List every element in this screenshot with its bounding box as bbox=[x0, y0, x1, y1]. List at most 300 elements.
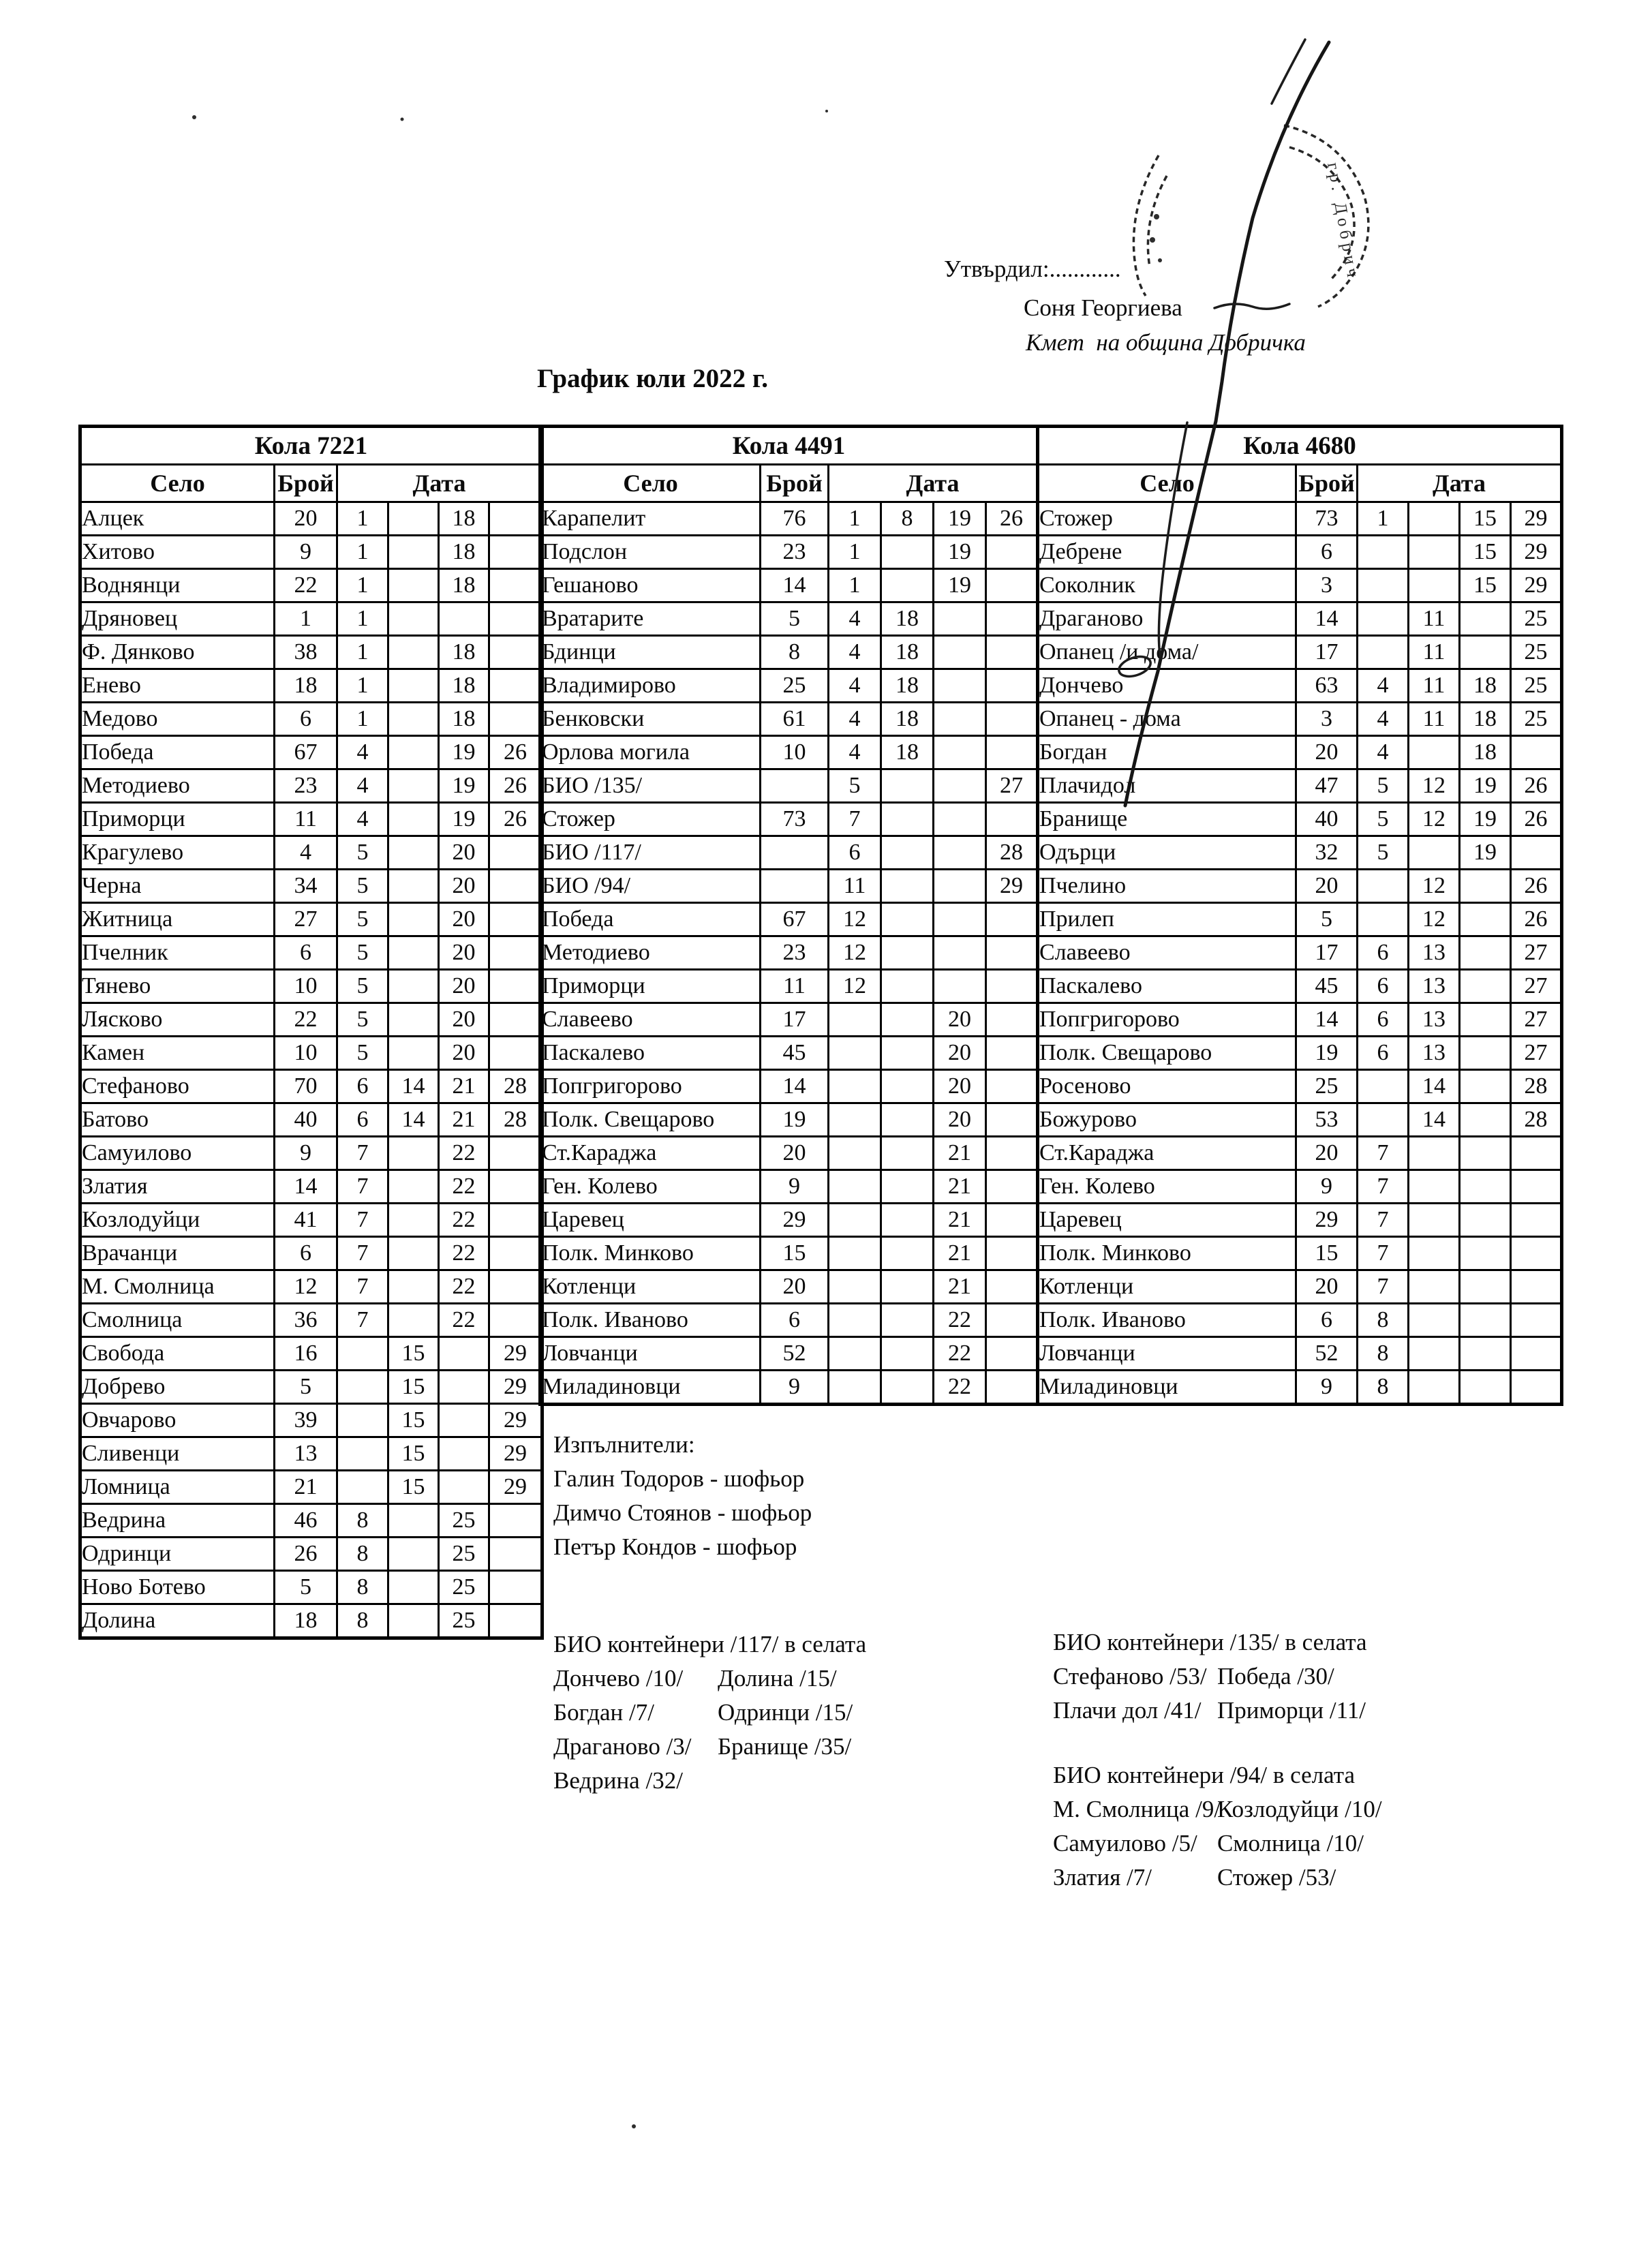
date-cell: 1 bbox=[1358, 502, 1409, 536]
village-cell: Бранище bbox=[1038, 803, 1296, 836]
date-cell bbox=[489, 870, 542, 903]
count-cell: 39 bbox=[275, 1404, 337, 1437]
schedule-table-kola-4680 bbox=[1036, 425, 1560, 1406]
count-cell: 32 bbox=[1296, 836, 1358, 870]
village-cell: Смолница bbox=[80, 1304, 275, 1337]
date-cell: 20 bbox=[934, 1037, 986, 1070]
count-cell: 27 bbox=[275, 903, 337, 936]
date-cell: 11 bbox=[1409, 669, 1460, 703]
table-row bbox=[80, 1371, 542, 1404]
count-cell: 20 bbox=[761, 1270, 829, 1304]
date-cell: 25 bbox=[439, 1538, 489, 1571]
count-cell: 4 bbox=[275, 836, 337, 870]
date-cell: 25 bbox=[1511, 703, 1562, 736]
count-cell: 9 bbox=[275, 536, 337, 569]
date-cell: 6 bbox=[337, 1070, 388, 1103]
bio-section-94 bbox=[1053, 1758, 1382, 1895]
table-row bbox=[540, 769, 1038, 803]
date-cell: 18 bbox=[439, 703, 489, 736]
date-cell bbox=[986, 1070, 1038, 1103]
date-cell bbox=[1409, 1204, 1460, 1237]
page-title: График юли 2022 г. bbox=[537, 364, 768, 393]
table-row bbox=[540, 1003, 1038, 1037]
count-cell: 10 bbox=[275, 970, 337, 1003]
date-cell: 25 bbox=[1511, 636, 1562, 669]
date-cell bbox=[388, 1538, 439, 1571]
date-cell: 7 bbox=[337, 1304, 388, 1337]
date-cell: 20 bbox=[439, 903, 489, 936]
table-car-title: Кола 7221 bbox=[80, 427, 542, 465]
date-cell: 28 bbox=[1511, 1070, 1562, 1103]
table-row bbox=[1038, 1070, 1562, 1103]
village-cell: Дончево bbox=[1038, 669, 1296, 703]
date-cell: 26 bbox=[489, 769, 542, 803]
date-cell: 19 bbox=[934, 569, 986, 602]
count-cell: 19 bbox=[761, 1103, 829, 1137]
table-row bbox=[80, 836, 542, 870]
village-cell: Попгригорово bbox=[540, 1070, 761, 1103]
village-cell: Ведрина bbox=[80, 1504, 275, 1538]
date-cell: 21 bbox=[439, 1070, 489, 1103]
village-cell: Богдан bbox=[1038, 736, 1296, 769]
date-cell: 22 bbox=[439, 1137, 489, 1170]
bio-item: Златия /7/ bbox=[1053, 1864, 1152, 1891]
date-cell: 12 bbox=[1409, 870, 1460, 903]
date-cell: 29 bbox=[1511, 502, 1562, 536]
count-cell: 67 bbox=[761, 903, 829, 936]
date-cell: 18 bbox=[881, 669, 934, 703]
date-cell: 18 bbox=[439, 669, 489, 703]
table-row bbox=[1038, 569, 1562, 602]
village-cell: Победа bbox=[540, 903, 761, 936]
village-cell: Котленци bbox=[1038, 1270, 1296, 1304]
village-cell: Полк. Минково bbox=[540, 1237, 761, 1270]
village-cell: Победа bbox=[80, 736, 275, 769]
date-cell: 27 bbox=[1511, 970, 1562, 1003]
bio-item: Смолница /10/ bbox=[1217, 1830, 1364, 1856]
bio-columns bbox=[553, 1662, 866, 1798]
date-cell: 11 bbox=[1409, 703, 1460, 736]
bio-section-117 bbox=[553, 1627, 866, 1798]
date-cell bbox=[388, 836, 439, 870]
date-cell bbox=[489, 936, 542, 970]
date-cell: 4 bbox=[1358, 703, 1409, 736]
village-cell: М. Смолница bbox=[80, 1270, 275, 1304]
bio-item: Драганово /3/ bbox=[553, 1733, 692, 1760]
count-cell: 23 bbox=[761, 936, 829, 970]
table-row bbox=[1038, 936, 1562, 970]
date-cell bbox=[489, 1037, 542, 1070]
village-cell: Ловчанци bbox=[540, 1337, 761, 1371]
count-cell: 9 bbox=[1296, 1371, 1358, 1405]
approver-title: Кмет на община Добричка bbox=[1026, 329, 1306, 356]
date-cell: 20 bbox=[934, 1070, 986, 1103]
date-cell: 5 bbox=[337, 870, 388, 903]
date-cell bbox=[489, 1571, 542, 1604]
table-row bbox=[540, 569, 1038, 602]
bio-columns bbox=[1053, 1792, 1382, 1895]
village-cell: Плачидол bbox=[1038, 769, 1296, 803]
bio-item: Победа /30/ bbox=[1217, 1663, 1334, 1690]
count-cell: 47 bbox=[1296, 769, 1358, 803]
date-cell bbox=[934, 602, 986, 636]
table-row bbox=[1038, 1170, 1562, 1204]
count-cell bbox=[761, 870, 829, 903]
count-cell: 25 bbox=[1296, 1070, 1358, 1103]
table-row bbox=[80, 970, 542, 1003]
date-cell bbox=[829, 1137, 881, 1170]
table-row bbox=[80, 1604, 542, 1638]
date-cell: 22 bbox=[934, 1337, 986, 1371]
date-cell: 7 bbox=[337, 1270, 388, 1304]
village-cell: Черна bbox=[80, 870, 275, 903]
date-cell: 29 bbox=[986, 870, 1038, 903]
date-cell bbox=[934, 936, 986, 970]
count-cell: 8 bbox=[761, 636, 829, 669]
date-cell bbox=[986, 703, 1038, 736]
table-row bbox=[80, 1337, 542, 1371]
date-cell bbox=[1460, 1237, 1511, 1270]
date-cell: 21 bbox=[934, 1137, 986, 1170]
date-cell bbox=[1460, 1103, 1511, 1137]
count-cell: 26 bbox=[275, 1538, 337, 1571]
bio-columns bbox=[1053, 1660, 1367, 1728]
date-cell: 29 bbox=[1511, 569, 1562, 602]
count-cell: 12 bbox=[275, 1270, 337, 1304]
date-cell: 21 bbox=[934, 1237, 986, 1270]
bio-item: Плачи дол /41/ bbox=[1053, 1697, 1202, 1724]
date-cell bbox=[1358, 1070, 1409, 1103]
date-cell: 25 bbox=[1511, 669, 1562, 703]
village-cell: Стожер bbox=[1038, 502, 1296, 536]
date-cell: 18 bbox=[881, 736, 934, 769]
table-row bbox=[540, 502, 1038, 536]
village-cell: Полк. Иваново bbox=[1038, 1304, 1296, 1337]
date-cell: 13 bbox=[1409, 1003, 1460, 1037]
village-cell: Методиево bbox=[540, 936, 761, 970]
date-cell: 26 bbox=[1511, 803, 1562, 836]
count-cell: 73 bbox=[761, 803, 829, 836]
table-row bbox=[540, 1137, 1038, 1170]
date-cell: 15 bbox=[388, 1337, 439, 1371]
date-cell bbox=[986, 569, 1038, 602]
table-row bbox=[80, 903, 542, 936]
date-cell: 29 bbox=[489, 1371, 542, 1404]
village-cell: Одринци bbox=[80, 1538, 275, 1571]
date-cell bbox=[986, 1304, 1038, 1337]
date-cell: 18 bbox=[881, 636, 934, 669]
table-row bbox=[540, 636, 1038, 669]
count-cell: 52 bbox=[1296, 1337, 1358, 1371]
table-row bbox=[1038, 1204, 1562, 1237]
village-cell: Царевец bbox=[540, 1204, 761, 1237]
col-header-village: Село bbox=[80, 465, 275, 502]
table-row bbox=[80, 1471, 542, 1504]
date-cell bbox=[388, 1037, 439, 1070]
village-cell: Камен bbox=[80, 1037, 275, 1070]
date-cell bbox=[1409, 502, 1460, 536]
bio-item: Козлодуйци /10/ bbox=[1217, 1796, 1382, 1822]
date-cell: 1 bbox=[337, 569, 388, 602]
count-cell: 29 bbox=[1296, 1204, 1358, 1237]
date-cell bbox=[489, 1304, 542, 1337]
date-cell bbox=[489, 636, 542, 669]
count-cell: 20 bbox=[1296, 736, 1358, 769]
bio-item: Богдан /7/ bbox=[553, 1699, 654, 1726]
date-cell: 18 bbox=[1460, 736, 1511, 769]
village-cell: Прилеп bbox=[1038, 903, 1296, 936]
date-cell bbox=[388, 870, 439, 903]
date-cell: 11 bbox=[1409, 602, 1460, 636]
date-cell bbox=[986, 1103, 1038, 1137]
date-cell: 25 bbox=[439, 1604, 489, 1638]
village-cell: Златия bbox=[80, 1170, 275, 1204]
village-cell: БИО /94/ bbox=[540, 870, 761, 903]
date-cell bbox=[829, 1170, 881, 1204]
date-cell: 7 bbox=[337, 1137, 388, 1170]
date-cell: 29 bbox=[489, 1437, 542, 1471]
date-cell bbox=[986, 736, 1038, 769]
date-cell: 18 bbox=[881, 703, 934, 736]
bio-column-right bbox=[718, 1662, 853, 1764]
date-cell bbox=[1460, 602, 1511, 636]
executors-label: Изпълнители: bbox=[553, 1431, 695, 1458]
village-cell: Крагулево bbox=[80, 836, 275, 870]
village-cell: Ломница bbox=[80, 1471, 275, 1504]
table-row bbox=[540, 1070, 1038, 1103]
date-cell bbox=[1460, 1003, 1511, 1037]
date-cell bbox=[829, 1304, 881, 1337]
date-cell: 8 bbox=[881, 502, 934, 536]
date-cell bbox=[388, 1237, 439, 1270]
date-cell bbox=[489, 1270, 542, 1304]
table-row bbox=[80, 1304, 542, 1337]
date-cell: 20 bbox=[934, 1103, 986, 1137]
date-cell: 7 bbox=[337, 1237, 388, 1270]
village-cell: Козлодуйци bbox=[80, 1204, 275, 1237]
date-cell: 22 bbox=[934, 1304, 986, 1337]
date-cell bbox=[1409, 536, 1460, 569]
date-cell: 12 bbox=[829, 936, 881, 970]
date-cell bbox=[829, 1037, 881, 1070]
date-cell: 1 bbox=[337, 703, 388, 736]
table-row bbox=[1038, 636, 1562, 669]
date-cell bbox=[1409, 569, 1460, 602]
date-cell: 14 bbox=[1409, 1070, 1460, 1103]
table-row bbox=[80, 1204, 542, 1237]
village-cell: БИО /117/ bbox=[540, 836, 761, 870]
col-header-count: Брой bbox=[1296, 465, 1358, 502]
date-cell: 22 bbox=[439, 1237, 489, 1270]
col-header-count: Брой bbox=[275, 465, 337, 502]
date-cell bbox=[986, 1237, 1038, 1270]
village-cell: Ген. Колево bbox=[540, 1170, 761, 1204]
village-cell: Опанец - дома bbox=[1038, 703, 1296, 736]
date-cell bbox=[986, 602, 1038, 636]
date-cell bbox=[934, 836, 986, 870]
bio-item: Долина /15/ bbox=[718, 1665, 837, 1692]
date-cell bbox=[388, 569, 439, 602]
table-row bbox=[1038, 836, 1562, 870]
date-cell: 5 bbox=[337, 936, 388, 970]
count-cell: 1 bbox=[275, 602, 337, 636]
table-row bbox=[540, 703, 1038, 736]
executor-item: Петър Кондов - шофьор bbox=[553, 1533, 797, 1560]
date-cell bbox=[1460, 970, 1511, 1003]
date-cell bbox=[489, 1604, 542, 1638]
date-cell: 6 bbox=[1358, 970, 1409, 1003]
date-cell bbox=[1409, 1371, 1460, 1405]
date-cell: 21 bbox=[934, 1204, 986, 1237]
village-cell: Самуилово bbox=[80, 1137, 275, 1170]
table-row bbox=[1038, 803, 1562, 836]
count-cell: 6 bbox=[275, 703, 337, 736]
date-cell: 4 bbox=[829, 602, 881, 636]
date-cell: 8 bbox=[337, 1604, 388, 1638]
table-row bbox=[540, 936, 1038, 970]
bio-column-right bbox=[1217, 1792, 1382, 1895]
count-cell: 67 bbox=[275, 736, 337, 769]
date-cell bbox=[489, 536, 542, 569]
date-cell: 8 bbox=[1358, 1371, 1409, 1405]
date-cell: 12 bbox=[829, 970, 881, 1003]
table-row bbox=[80, 1437, 542, 1471]
date-cell: 13 bbox=[1409, 936, 1460, 970]
date-cell bbox=[489, 1237, 542, 1270]
table-row bbox=[1038, 970, 1562, 1003]
count-cell: 20 bbox=[761, 1137, 829, 1170]
date-cell bbox=[881, 536, 934, 569]
village-cell: Миладиновци bbox=[1038, 1371, 1296, 1405]
date-cell: 18 bbox=[439, 536, 489, 569]
table-row bbox=[1038, 903, 1562, 936]
table-row bbox=[540, 870, 1038, 903]
date-cell bbox=[388, 936, 439, 970]
date-cell bbox=[439, 1471, 489, 1504]
date-cell bbox=[388, 1571, 439, 1604]
count-cell: 36 bbox=[275, 1304, 337, 1337]
table-row bbox=[540, 970, 1038, 1003]
date-cell: 14 bbox=[388, 1070, 439, 1103]
count-cell: 17 bbox=[761, 1003, 829, 1037]
executors-list bbox=[553, 1462, 812, 1564]
date-cell: 12 bbox=[1409, 769, 1460, 803]
date-cell: 18 bbox=[1460, 669, 1511, 703]
village-cell: Ловчанци bbox=[1038, 1337, 1296, 1371]
count-cell: 9 bbox=[1296, 1170, 1358, 1204]
date-cell: 29 bbox=[489, 1404, 542, 1437]
date-cell: 21 bbox=[934, 1270, 986, 1304]
village-cell: Приморци bbox=[540, 970, 761, 1003]
stamp-text: гр. Добрич bbox=[1324, 161, 1363, 283]
table-row bbox=[540, 803, 1038, 836]
date-cell: 6 bbox=[337, 1103, 388, 1137]
date-cell bbox=[489, 903, 542, 936]
bio-item: Ведрина /32/ bbox=[553, 1767, 683, 1794]
count-cell: 11 bbox=[761, 970, 829, 1003]
count-cell: 52 bbox=[761, 1337, 829, 1371]
table-row bbox=[80, 803, 542, 836]
table-row bbox=[80, 1538, 542, 1571]
date-cell: 26 bbox=[1511, 903, 1562, 936]
table-row bbox=[1038, 1137, 1562, 1170]
table-row bbox=[80, 1504, 542, 1538]
bio-item: Одринци /15/ bbox=[718, 1699, 853, 1726]
village-cell: Дебрене bbox=[1038, 536, 1296, 569]
table-row bbox=[80, 703, 542, 736]
date-cell: 19 bbox=[934, 536, 986, 569]
date-cell bbox=[934, 970, 986, 1003]
village-cell: Методиево bbox=[80, 769, 275, 803]
village-cell: Миладиновци bbox=[540, 1371, 761, 1405]
bio-item: Стожер /53/ bbox=[1217, 1864, 1336, 1891]
count-cell: 25 bbox=[761, 669, 829, 703]
date-cell bbox=[1358, 569, 1409, 602]
table-row bbox=[80, 936, 542, 970]
date-cell bbox=[1358, 903, 1409, 936]
village-cell: Житница bbox=[80, 903, 275, 936]
date-cell bbox=[881, 1037, 934, 1070]
schedule-table bbox=[1036, 425, 1563, 1406]
date-cell: 15 bbox=[388, 1471, 439, 1504]
date-cell: 20 bbox=[439, 1037, 489, 1070]
village-cell: Опанец /и дома/ bbox=[1038, 636, 1296, 669]
date-cell bbox=[489, 1538, 542, 1571]
date-cell: 27 bbox=[986, 769, 1038, 803]
date-cell bbox=[489, 1204, 542, 1237]
count-cell: 61 bbox=[761, 703, 829, 736]
count-cell: 9 bbox=[761, 1170, 829, 1204]
date-cell: 1 bbox=[829, 569, 881, 602]
date-cell bbox=[934, 903, 986, 936]
date-cell bbox=[881, 1103, 934, 1137]
date-cell: 6 bbox=[1358, 936, 1409, 970]
date-cell bbox=[829, 1371, 881, 1405]
date-cell bbox=[1460, 1037, 1511, 1070]
count-cell: 6 bbox=[275, 1237, 337, 1270]
date-cell: 27 bbox=[1511, 1037, 1562, 1070]
date-cell bbox=[986, 903, 1038, 936]
date-cell bbox=[1409, 736, 1460, 769]
date-cell bbox=[829, 1270, 881, 1304]
bio-column-right bbox=[1217, 1660, 1366, 1728]
date-cell bbox=[1460, 636, 1511, 669]
date-cell bbox=[1511, 1204, 1562, 1237]
table-row bbox=[80, 1137, 542, 1170]
date-cell bbox=[986, 1337, 1038, 1371]
count-cell: 38 bbox=[275, 636, 337, 669]
date-cell: 12 bbox=[1409, 803, 1460, 836]
date-cell: 18 bbox=[439, 502, 489, 536]
date-cell bbox=[1409, 836, 1460, 870]
table-row bbox=[1038, 536, 1562, 569]
date-cell: 7 bbox=[337, 1204, 388, 1237]
village-cell: Свобода bbox=[80, 1337, 275, 1371]
date-cell bbox=[934, 870, 986, 903]
village-cell: Полк. Минково bbox=[1038, 1237, 1296, 1270]
schedule-table bbox=[538, 425, 1039, 1406]
village-cell: Росеново bbox=[1038, 1070, 1296, 1103]
date-cell: 18 bbox=[881, 602, 934, 636]
date-cell bbox=[986, 1204, 1038, 1237]
village-cell: Сливенци bbox=[80, 1437, 275, 1471]
col-header-village: Село bbox=[540, 465, 761, 502]
table-row bbox=[80, 1270, 542, 1304]
table-row bbox=[80, 1037, 542, 1070]
bio-item: Дончево /10/ bbox=[553, 1665, 684, 1692]
date-cell bbox=[439, 602, 489, 636]
date-cell: 22 bbox=[439, 1170, 489, 1204]
